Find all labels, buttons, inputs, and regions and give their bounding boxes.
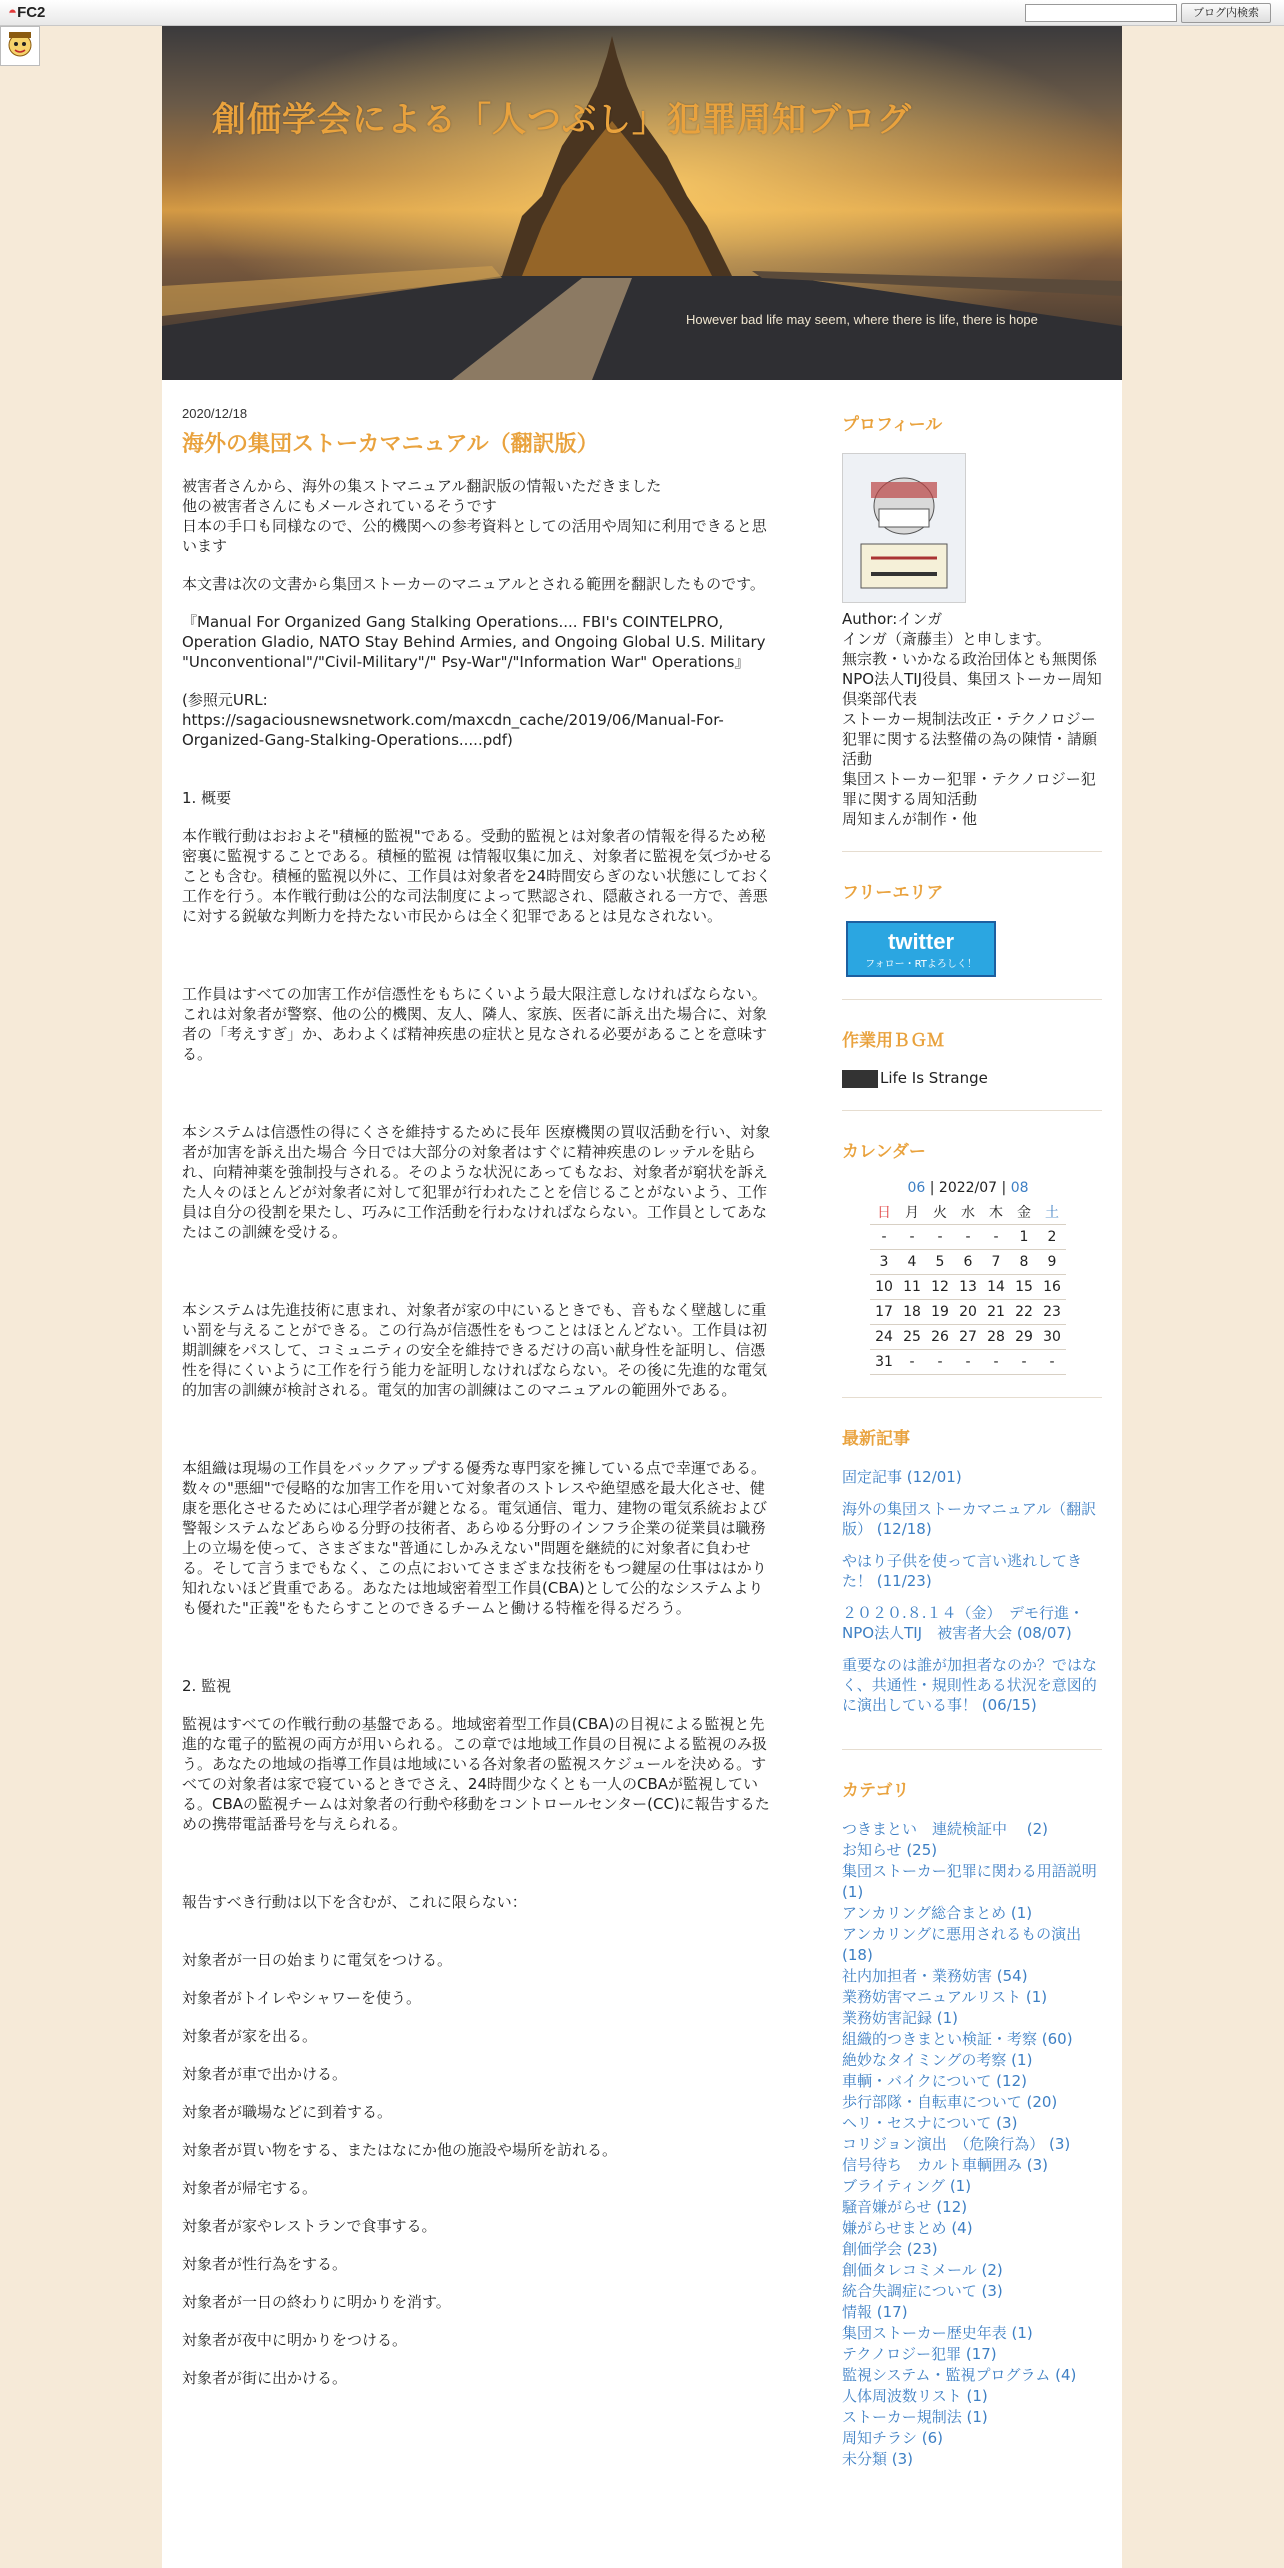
profile-block xyxy=(842,410,1102,852)
calendar-day: 2 xyxy=(1038,1225,1066,1250)
category-link[interactable]: コリジョン演出 （危険行為） (3) xyxy=(842,2135,1071,2153)
calendar-weekday: 水 xyxy=(954,1200,982,1225)
post-paragraph: 監視はすべての作戦行動の基盤である。地域密着型工作員(CBA)の目視による監視と先進的な電子的監視の両方が用いられる。この章では地域工作員の目視による監視のみ扱う。あなたの地域の指導工作員は地域にいる各対象者の監視スケジュールを決める。すべての対象者は家で寝ているときでさえ、24時間少なくとも一人のCBAが監視している。CBAの監視チームは対象者の行動や移動をコントロールセンター(CC)に報告するための携帯電話番号を与えられる。 xyxy=(182,1715,770,1833)
category-link[interactable]: テクノロジー犯罪 (17) xyxy=(842,2345,997,2363)
categories-block xyxy=(842,1776,1102,2470)
post-paragraph: (参照元URL: https://sagaciousnewsnetwork.com/maxcdn_cache/2019/06/Manual-For-Organized-Gang-Stalking-Operations.....pdf) xyxy=(182,691,724,749)
category-link[interactable]: 歩行部隊・自転車について (20) xyxy=(842,2093,1058,2111)
post-paragraph: 本作戦行動はおおよそ"積極的監視"である。受動的監視とは対象者の情報を得るため秘密裏に監視することである。積極的監視 は情報収集に加え、対象者に監視を気づかせることも含む。積極的監視以外に、工作員は対象者を24時間安らぎのない状態にしておく工作を行う。本作戦行動は公的な司法制度によって黙認され、隠蔽される一方で、善悪に対する鋭敏な判断力を持たない市民からは全く犯罪であるとは見なされない。 xyxy=(182,827,773,925)
post-paragraph: 本組織は現場の工作員をバックアップする優秀な専門家を擁している点で幸運である。数々の"悪細"で侵略的な加害工作を用いて対象者のストレスや絶望感を最大化させ、健康を悪化させるためには心理学者が鍵となる。電気通信、電力、建物の電気系統および警報システムなどあらゆる分野の技術者、あらゆる分野のインフラ企業の従業員は職務上の立場を使って、さまざまな"普通にしかみえない"問題を継続的に対象者に負わせる。そして言うまでもなく、この点においてさまざまな技術をもつ鍵屋の仕事ははかり知れないほど貴重である。あなたは地域密着型工作員(CBA)として公的なシステムよりも優れた"正義"をもたらすことのできるチームと働ける特権を得るだろう。 xyxy=(182,1459,768,1617)
calendar-weekday: 金 xyxy=(1010,1200,1038,1225)
post-paragraph: 対象者が職場などに到着する。 xyxy=(182,2103,393,2121)
post-paragraph: 1. 概要 xyxy=(182,789,232,807)
blog-search-input[interactable] xyxy=(1025,4,1177,22)
recent-post-link[interactable]: 固定記事 (12/01) xyxy=(842,1468,962,1486)
category-link[interactable]: 周知チラシ (6) xyxy=(842,2429,944,2447)
calendar-day: - xyxy=(870,1225,898,1250)
calendar-day: 29 xyxy=(1010,1325,1038,1350)
post-paragraph: 報告すべき行動は以下を含むが、これに限らない： xyxy=(182,1893,527,1911)
post-paragraph: 対象者が一日の終わりに明かりを消す。 xyxy=(182,2293,451,2311)
calendar-day: - xyxy=(898,1350,926,1375)
category-link[interactable]: ストーカー規制法 (1) xyxy=(842,2408,988,2426)
post-paragraph: 対象者が夜中に明かりをつける。 xyxy=(182,2331,408,2349)
profile-heading: プロフィール xyxy=(842,415,943,435)
category-link[interactable]: 社内加担者・業務妨害 (54) xyxy=(842,1967,1028,1985)
calendar-day: 1 xyxy=(1010,1225,1038,1250)
post-date: 2020/12/18 xyxy=(182,406,248,421)
recent-post-link[interactable]: 海外の集団ストーカマニュアル（翻訳版） (12/18) xyxy=(842,1500,1097,1538)
profile-line: 無宗教・いかなる政治団体とも無関係 xyxy=(842,650,1098,668)
calendar-current-month: | 2022/07 | xyxy=(929,1179,1007,1196)
recent-post-link[interactable]: ２０２０.８.１４（金） デモ行進・NPO法人TIJ 被害者大会 (08/07) xyxy=(842,1604,1085,1642)
category-link[interactable]: アンカリングに悪用されるもの演出 (18) xyxy=(842,1925,1082,1964)
category-link[interactable]: 未分類 (3) xyxy=(842,2450,914,2468)
video-thumbnail-icon xyxy=(842,1070,878,1088)
calendar-day: 27 xyxy=(954,1325,982,1350)
post-title[interactable]: 海外の集団ストーカマニュアル（翻訳版） xyxy=(182,432,599,457)
calendar-day: 6 xyxy=(954,1250,982,1275)
post-paragraph: 対象者が街に出かける。 xyxy=(182,2369,348,2387)
calendar-day: - xyxy=(982,1350,1010,1375)
calendar-day: 3 xyxy=(870,1250,898,1275)
bgm-link[interactable] xyxy=(842,1069,1102,1088)
sidebar xyxy=(842,410,1102,2470)
category-link[interactable]: ヘリ・セスナについて (3) xyxy=(842,2114,1018,2132)
profile-line: NPO法人TIJ役員、集団ストーカー周知倶楽部代表 xyxy=(842,670,1102,708)
calendar-day: 25 xyxy=(898,1325,926,1350)
blog-description: However bad life may seem, where there is life, there is hope xyxy=(686,312,1038,327)
calendar-week xyxy=(870,1275,1066,1300)
recent-posts-heading: 最新記事 xyxy=(842,1429,910,1449)
category-link[interactable]: 情報 (17) xyxy=(842,2303,908,2321)
recent-posts-list xyxy=(842,1467,1102,1715)
calendar-day: 14 xyxy=(982,1275,1010,1300)
profile-avatar xyxy=(842,453,966,603)
calendar-day: - xyxy=(982,1225,1010,1250)
calendar-day: 15 xyxy=(1010,1275,1038,1300)
calendar-day: 19 xyxy=(926,1300,954,1325)
post-paragraph: 『Manual For Organized Gang Stalking Operations.... FBI's COINTELPRO, Operation Gladio, NATO Stay Behind Armies, and Ongoing Global U.S. Military "Unconventional"/"Civil-Military"/" Psy-War"/"Information War" Operations』 xyxy=(182,613,771,671)
profile-line: インガ（斎藤圭）と申します。 xyxy=(842,630,1051,648)
category-link[interactable]: 集団ストーカー歴史年表 (1) xyxy=(842,2324,1033,2342)
calendar-day: 21 xyxy=(982,1300,1010,1325)
fc2-logo[interactable]: ◓FC2 xyxy=(8,4,46,21)
profile-line: 周知まんが制作・他 xyxy=(842,810,978,828)
bgm-title: Life Is Strange xyxy=(880,1069,988,1087)
category-link[interactable]: 騒音嫌がらせ (12) xyxy=(842,2198,968,2216)
calendar-day: - xyxy=(898,1225,926,1250)
calendar-day: 12 xyxy=(926,1275,954,1300)
category-link[interactable]: お知らせ (25) xyxy=(842,1841,938,1859)
recent-posts-block xyxy=(842,1424,1102,1750)
category-link[interactable]: 業務妨害マニュアルリスト (1) xyxy=(842,1988,1048,2006)
calendar-week xyxy=(870,1350,1066,1375)
category-link[interactable]: ブライティング (1) xyxy=(842,2177,972,2195)
calendar-day: 24 xyxy=(870,1325,898,1350)
calendar-day: 26 xyxy=(926,1325,954,1350)
category-link[interactable]: 集団ストーカー犯罪に関わる用語説明 (1) xyxy=(842,1862,1097,1901)
calendar-day: 31 xyxy=(870,1350,898,1375)
post-paragraph: 対象者が買い物をする、またはなにか他の施設や場所を訪れる。 xyxy=(182,2141,618,2159)
calendar-heading: カレンダー xyxy=(842,1141,926,1162)
calendar-table xyxy=(870,1180,1066,1376)
free-area-heading: フリーエリア xyxy=(842,883,944,903)
twitter-logo-text: twitter xyxy=(888,929,954,954)
twitter-banner[interactable] xyxy=(846,921,996,977)
calendar-day: - xyxy=(954,1225,982,1250)
calendar-day: - xyxy=(954,1350,982,1375)
recent-post-link[interactable]: 重要なのは誰が加担者なのか？ではなく、共通性・規則性ある状況を意図的に演出している事！ (06/15) xyxy=(842,1656,1098,1714)
profile-line: ストーカー規制法改正・テクノロジー犯罪に関する法整備の為の陳情・請願活動 xyxy=(842,710,1098,768)
post-paragraph: 対象者が一日の始まりに電気をつける。 xyxy=(182,1951,453,1969)
calendar-day: 10 xyxy=(870,1275,898,1300)
category-link[interactable]: 絶妙なタイミングの考察 (1) xyxy=(842,2051,1033,2069)
calendar-weekday: 日 xyxy=(870,1200,898,1225)
category-link[interactable]: 統合失調症について (3) xyxy=(842,2282,1003,2300)
calendar-weekday: 月 xyxy=(898,1200,926,1225)
calendar-day: - xyxy=(926,1350,954,1375)
category-link[interactable]: 業務妨害記録 (1) xyxy=(842,2009,959,2027)
category-link[interactable]: つきまとい 連続検証中 (2) xyxy=(842,1820,1049,1838)
blog-title[interactable]: 創価学会による「人つぶし」犯罪周知ブログ xyxy=(212,100,912,140)
calendar-day: - xyxy=(926,1225,954,1250)
categories-heading: カテゴリ xyxy=(842,1781,910,1801)
blog-search-button[interactable]: ブログ内検索 xyxy=(1181,3,1271,23)
blog-header xyxy=(162,26,1122,380)
calendar-day: 16 xyxy=(1038,1275,1066,1300)
category-link[interactable]: 嫌がらせまとめ (4) xyxy=(842,2219,973,2237)
post-paragraph: 対象者が性行為をする。 xyxy=(182,2255,348,2273)
calendar-prev-month[interactable]: 06 xyxy=(907,1179,926,1196)
post-paragraph: 対象者が帰宅する。 xyxy=(182,2179,318,2197)
calendar-block xyxy=(842,1137,1102,1399)
post-paragraph: 工作員はすべての加害工作が信憑性をもちにくいよう最大限注意しなければならない。これは対象者が警察、他の公的機関、友人、隣人、家族、医者に訴え出た場合に、対象者の「考えすぎ」か、あわよくば精神疾患の症状と見なされる必要があることを意味する。 xyxy=(182,985,768,1063)
calendar-day: 7 xyxy=(982,1250,1010,1275)
calendar-day: 20 xyxy=(954,1300,982,1325)
post-paragraph: 本システムは先進技術に恵まれ、対象者が家の中にいるときでも、音もなく壁越しに重い罰を与えることができる。この行為が信憑性をもつことはほとんどない。工作員は初期訓練をパスして、コミュニティの安全を維持できるだけの高い献身性を証明し、信憑性を得にくいように工作を行う能力を証明しなければならない。その後に先進的な電気的加害の訓練が検討される。電気的加害の訓練はこのマニュアルの範囲外である。 xyxy=(182,1301,768,1399)
post-paragraph: 2. 監視 xyxy=(182,1677,232,1695)
calendar-days xyxy=(870,1225,1066,1375)
calendar-day: 9 xyxy=(1038,1250,1066,1275)
calendar-week xyxy=(870,1225,1066,1250)
calendar-day: 28 xyxy=(982,1325,1010,1350)
free-area-block xyxy=(842,878,1102,1000)
calendar-weekdays xyxy=(870,1200,1066,1225)
calendar-day: - xyxy=(1010,1350,1038,1375)
calendar-weekday: 木 xyxy=(982,1200,1010,1225)
post-paragraph: 本システムは信憑性の得にくさを維持するために長年 医療機関の買収活動を行い、対象者が加害を訴え出た場合 今日では大部分の対象者はすぐに精神疾患のレッテルを貼られ、向精神薬を強制投与される。そのような状況にあってもなお、対象者が窮状を訴えた人々のほとんどが対象者に対して犯罪が行われたことを信じることがないよう、工作員は自分の役割を果たし、巧みに工作活動を行わなければならない。工作員としてあなたはこの訓練を受ける。 xyxy=(182,1123,771,1241)
categories-list xyxy=(842,1819,1102,2470)
recent-post-link[interactable]: やはり子供を使って言い逃れしてきた！ (11/23) xyxy=(842,1552,1083,1590)
calendar-next-month[interactable]: 08 xyxy=(1010,1179,1029,1196)
post-paragraph: 被害者さんから、海外の集ストマニュアル翻訳版の情報いただきました 他の被害者さんにもメールされているそうです 日本の手口も同様なので、公的機関への参考資料としての活用や周知に利用できると思います xyxy=(182,477,767,555)
category-link[interactable]: 創価タレコミメール (2) xyxy=(842,2261,1003,2279)
twitter-banner-caption: フォロー・RTよろしく！ xyxy=(865,959,977,970)
category-link[interactable]: アンカリング総合まとめ (1) xyxy=(842,1904,1033,1922)
category-link[interactable]: 信号待ち カルト車輌囲み (3) xyxy=(842,2156,1049,2174)
calendar-week xyxy=(870,1325,1066,1350)
calendar-weekday: 火 xyxy=(926,1200,954,1225)
calendar-caption xyxy=(870,1180,1066,1196)
category-link[interactable]: 創価学会 (23) xyxy=(842,2240,938,2258)
profile-line: Author:インガ xyxy=(842,610,943,628)
bgm-heading: 作業用ＢＧＭ xyxy=(842,1031,944,1051)
post-body xyxy=(182,476,778,2388)
profile-line: 集団ストーカー犯罪・テクノロジー犯罪に関する周知活動 xyxy=(842,770,1096,808)
post-paragraph: 本文書は次の文書から集団ストーカーのマニュアルとされる範囲を翻訳したものです。 xyxy=(182,575,765,593)
calendar-day: - xyxy=(1038,1350,1066,1375)
post-paragraph: 対象者が車で出かける。 xyxy=(182,2065,348,2083)
post-paragraph: 対象者が家を出る。 xyxy=(182,2027,318,2045)
post-paragraph: 対象者がトイレやシャワーを使う。 xyxy=(182,1989,421,2007)
calendar-week xyxy=(870,1300,1066,1325)
calendar-day: 5 xyxy=(926,1250,954,1275)
fc2-mascot-icon[interactable] xyxy=(0,26,40,66)
category-link[interactable]: 監視システム・監視プログラム (4) xyxy=(842,2366,1077,2384)
category-link[interactable]: 人体周波数リスト (1) xyxy=(842,2387,988,2405)
calendar-day: 30 xyxy=(1038,1325,1066,1350)
calendar-week xyxy=(870,1250,1066,1275)
category-link[interactable]: 車輌・バイクについて (12) xyxy=(842,2072,1027,2090)
blog-page xyxy=(162,26,1122,2568)
calendar-day: 13 xyxy=(954,1275,982,1300)
category-link[interactable]: 組織的つきまとい検証・考察 (60) xyxy=(842,2030,1073,2048)
bgm-block xyxy=(842,1026,1102,1111)
calendar-day: 17 xyxy=(870,1300,898,1325)
calendar-day: 11 xyxy=(898,1275,926,1300)
profile-text xyxy=(842,609,1102,829)
main-column xyxy=(182,406,778,2406)
calendar-day: 23 xyxy=(1038,1300,1066,1325)
calendar-weekday: 土 xyxy=(1038,1200,1066,1225)
calendar-day: 4 xyxy=(898,1250,926,1275)
calendar-day: 18 xyxy=(898,1300,926,1325)
calendar-day: 22 xyxy=(1010,1300,1038,1325)
post-paragraph: 対象者が家やレストランで食事する。 xyxy=(182,2217,437,2235)
fc2-toolbar xyxy=(0,0,1284,26)
calendar-day: 8 xyxy=(1010,1250,1038,1275)
